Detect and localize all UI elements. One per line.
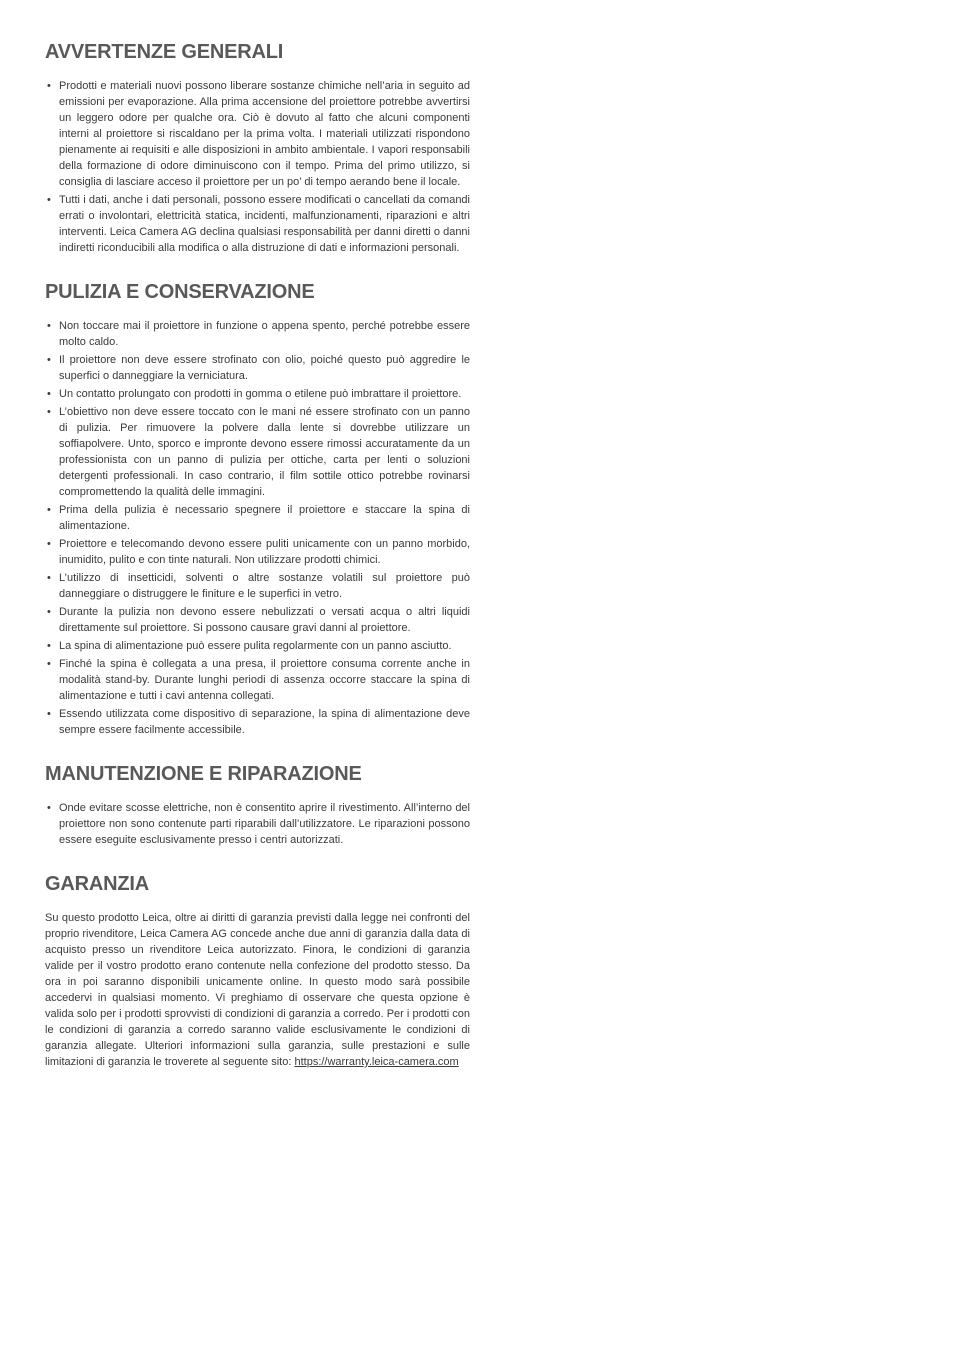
list-item: • Finché la spina è collegata a una presa, il proiettore consuma corrente anche in modalità stand-by. Durante lunghi periodi di assenza occorre staccare la spina di alimentazione e tutti i cavi antenna collegati. xyxy=(45,656,470,704)
section-title: AVVERTENZE GENERALI xyxy=(45,41,284,63)
section-title: MANUTENZIONE E RIPARAZIONE xyxy=(45,763,362,785)
section-general-warnings xyxy=(45,40,470,256)
list-item: • Il proiettore non deve essere strofinato con olio, poiché questo può aggredire le superfici o danneggiare la verniciatura. xyxy=(45,352,470,384)
bullet-list xyxy=(45,318,470,738)
bullet-list xyxy=(45,78,470,256)
list-item: • L’obiettivo non deve essere toccato con le mani né essere strofinato con un panno di pulizia. Per rimuovere la polvere dalla lente si dovrebbe utilizzare un soffiapolvere. Unto, sporco e impronte devono essere rimossi accuratamente da un professionista con un panno di pulizia per ottiche, carta per lenti o soluzioni detergenti professionali. In caso contrario, il film sottile ottico potrebbe rovinarsi compromettendo la qualità delle immagini. xyxy=(45,404,470,500)
list-item: • Essendo utilizzata come dispositivo di separazione, la spina di alimentazione deve sempre essere facilmente accessibile. xyxy=(45,706,470,738)
section-title: PULIZIA E CONSERVAZIONE xyxy=(45,281,315,303)
warranty-link[interactable]: https://warranty.leica-camera.com xyxy=(294,1056,459,1068)
warranty-paragraph xyxy=(45,910,470,1070)
list-item: • La spina di alimentazione può essere pulita regolarmente con un panno asciutto. xyxy=(45,638,470,654)
warranty-text: Su questo prodotto Leica, oltre ai diritti di garanzia previsti dalla legge nei confronti del proprio rivenditore, Leica Camera AG concede anche due anni di garanzia dalla data di acquisto presso un rivenditore Leica autorizzato. Finora, le condizioni di garanzia valide per il vostro prodotto erano contenute nella confezione del prodotto stesso. Da ora in poi saranno disponibili unicamente online. In questo modo sarà possibile accedervi in qualsiasi momento. Vi preghiamo di osservare che questa opzione è valida solo per i prodotti sprovvisti di condizioni di garanzia a corredo. Per i prodotti con le condizioni di garanzia a corredo saranno valide esclusivamente le condizioni di garanzia allegate. Ulteriori informazioni sulla garanzia, sulle prestazioni e sulle limitazioni di garanzia le troverete al seguente sito: xyxy=(45,912,470,1068)
section-cleaning xyxy=(45,280,470,738)
list-item: • Non toccare mai il proiettore in funzione o appena spento, perché potrebbe essere molto caldo. xyxy=(45,318,470,350)
list-item: • Un contatto prolungato con prodotti in gomma o etilene può imbrattare il proiettore. xyxy=(45,386,470,402)
section-maintenance xyxy=(45,762,470,848)
section-title: GARANZIA xyxy=(45,873,149,895)
list-item: • Proiettore e telecomando devono essere puliti unicamente con un panno morbido, inumidito, pulito e con tinte naturali. Non utilizzare prodotti chimici. xyxy=(45,536,470,568)
list-item: • Prima della pulizia è necessario spegnere il proiettore e staccare la spina di alimentazione. xyxy=(45,502,470,534)
list-item: • Durante la pulizia non devono essere nebulizzati o versati acqua o altri liquidi direttamente sul proiettore. Si possono causare gravi danni al proiettore. xyxy=(45,604,470,636)
list-item: • Tutti i dati, anche i dati personali, possono essere modificati o cancellati da comandi errati o involontari, elettricità statica, incidenti, malfunzionamenti, riparazioni e altri interventi. Leica Camera AG declina qualsiasi responsabilità per danni diretti o danni indiretti riconducibili alla modifica o alla distruzione di dati e informazioni personali. xyxy=(45,192,470,256)
section-warranty xyxy=(45,872,470,1070)
document-page xyxy=(45,40,470,1070)
list-item: • Onde evitare scosse elettriche, non è consentito aprire il rivestimento. All’interno del proiettore non sono contenute parti riparabili dall’utilizzatore. Le riparazioni possono essere eseguite esclusivamente presso i centri autorizzati. xyxy=(45,800,470,848)
bullet-list xyxy=(45,800,470,848)
list-item: • Prodotti e materiali nuovi possono liberare sostanze chimiche nell’aria in seguito ad emissioni per evaporazione. Alla prima accensione del proiettore potrebbe avvertirsi un leggero odore per qualche ora. Ciò è dovuto al fatto che alcuni componenti interni al proiettore si riscaldano per la prima volta. I materiali utilizzati rispondono pienamente ai requisiti e alle disposizioni in ambito ambientale. I vapori responsabili della formazione di odore diminuiscono con il tempo. Prima del primo utilizzo, si consiglia di lasciare acceso il proiettore per un po’ di tempo aerando bene il locale. xyxy=(45,78,470,190)
list-item: • L’utilizzo di insetticidi, solventi o altre sostanze volatili sul proiettore può danneggiare o distruggere le finiture e le superfici in vetro. xyxy=(45,570,470,602)
